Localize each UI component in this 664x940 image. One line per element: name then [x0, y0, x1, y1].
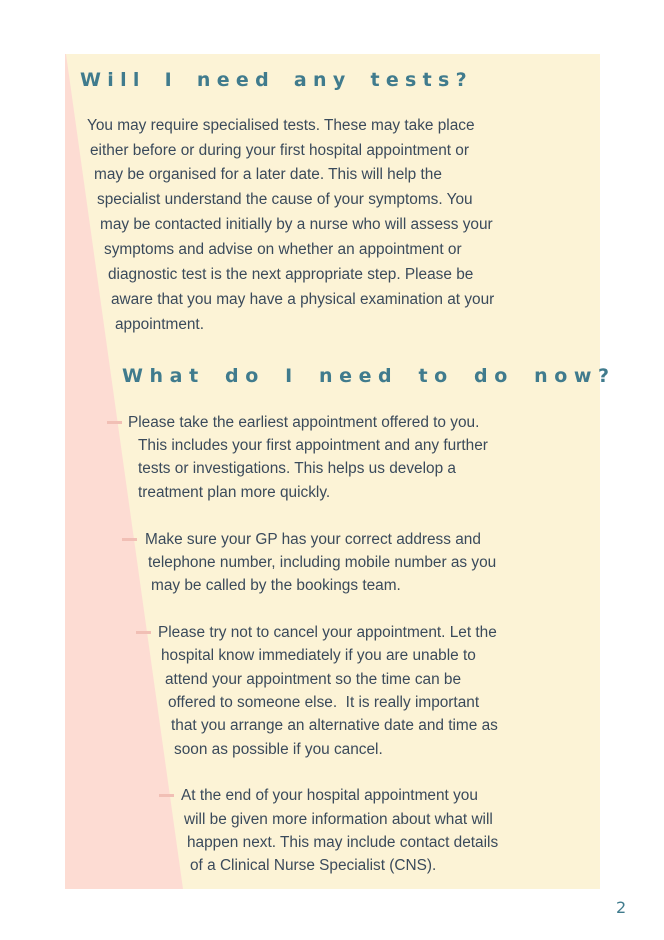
heading-what-do-i-need-to-do: What do I need to do now?: [122, 365, 616, 387]
paragraph-line: specialist understand the cause of your symptoms. You: [97, 191, 473, 208]
page-number: 2: [616, 898, 627, 917]
bullet-line: will be given more information about what will: [184, 811, 493, 828]
bullet-line: that you arrange an alternative date and time as: [171, 717, 498, 734]
paragraph-line: aware that you may have a physical examination at your: [111, 291, 495, 308]
bullet-line: telephone number, including mobile number as you: [148, 554, 497, 571]
paragraph-line: You may require specialised tests. These may take place: [87, 117, 475, 134]
bullet-line: Make sure your GP has your correct address and: [145, 531, 481, 548]
bullet-line: may be called by the bookings team.: [151, 577, 401, 594]
paragraph-line: either before or during your first hospital appointment or: [90, 142, 469, 159]
paragraph-line: may be contacted initially by a nurse who will assess your: [100, 216, 493, 233]
heading-will-i-need-tests: Will I need any tests?: [80, 69, 473, 91]
bullet-line: attend your appointment so the time can be: [165, 671, 462, 688]
bullet-line: happen next. This may include contact details: [187, 834, 499, 851]
dash-bullet-icon: [122, 538, 137, 541]
bullet-line: Please try not to cancel your appointment. Let the: [158, 624, 497, 641]
paragraph-line: diagnostic test is the next appropriate step. Please be: [108, 266, 474, 283]
bullet-line: of a Clinical Nurse Specialist (CNS).: [190, 857, 437, 874]
paragraph-line: symptoms and advise on whether an appointment or: [104, 241, 462, 258]
bullet-line: treatment plan more quickly.: [138, 484, 331, 501]
bullet-line: offered to someone else. It is really important: [168, 694, 480, 711]
bullet-line: tests or investigations. This helps us develop a: [138, 460, 456, 477]
bullet-line: This includes your first appointment and any further: [138, 437, 488, 454]
bullet-line: soon as possible if you cancel.: [174, 741, 383, 758]
paragraph-line: may be organised for a later date. This will help the: [94, 166, 442, 183]
dash-bullet-icon: [136, 631, 151, 634]
bullet-line: At the end of your hospital appointment you: [181, 787, 478, 804]
bullet-line: Please take the earliest appointment offered to you.: [128, 414, 480, 431]
bullet-line: hospital know immediately if you are unable to: [161, 647, 476, 664]
dash-bullet-icon: [159, 794, 174, 797]
paragraph-line: appointment.: [115, 316, 204, 333]
dash-bullet-icon: [107, 421, 122, 424]
